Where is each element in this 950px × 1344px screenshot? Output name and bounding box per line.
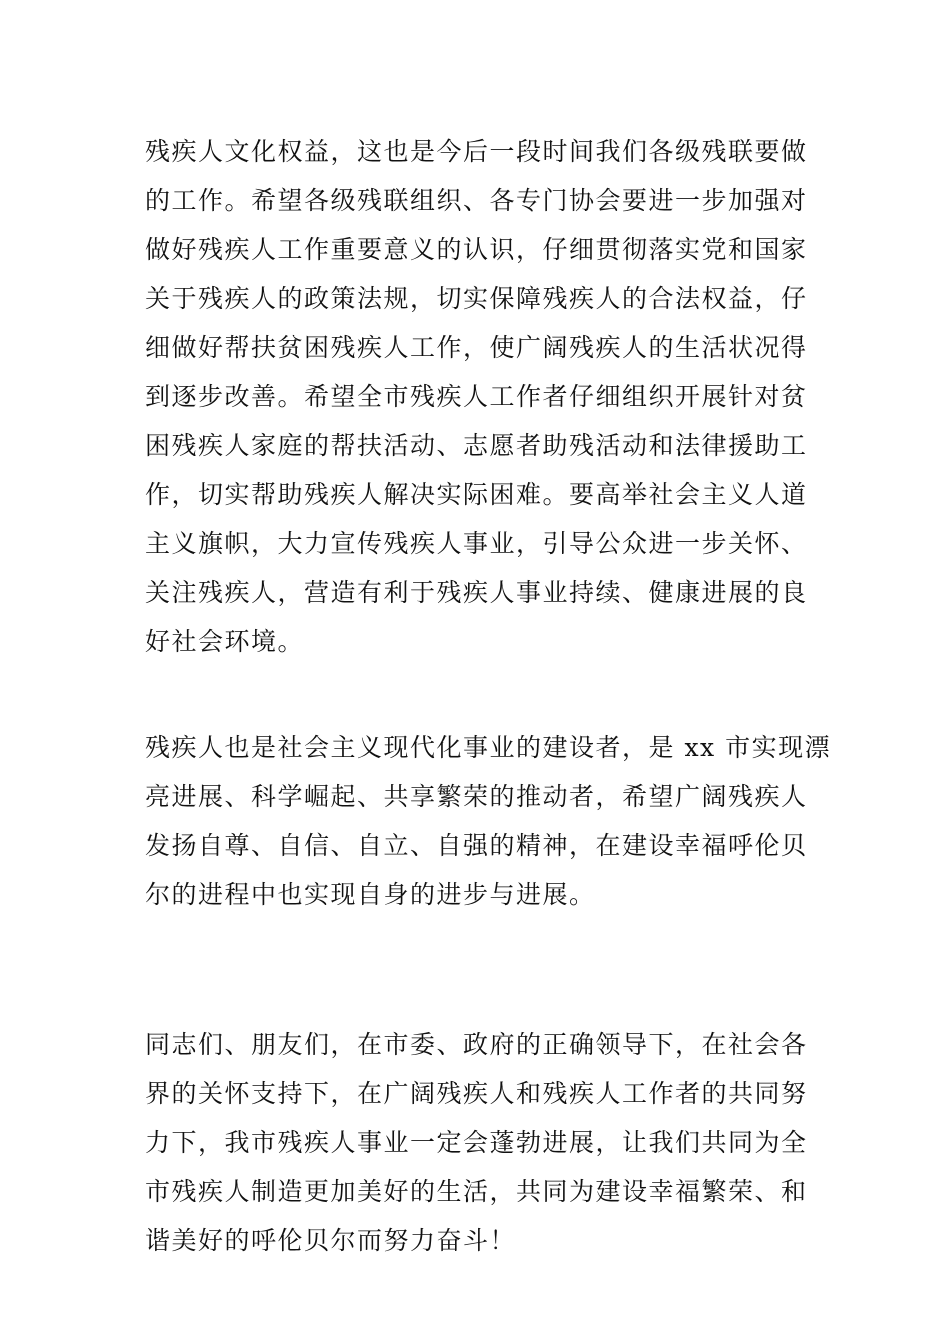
- paragraph-line: 到逐步改善。希望全市残疾人工作者仔细组织开展针对贫: [145, 382, 808, 411]
- paragraph-line: 关注残疾人，营造有利于残疾人事业持续、健康进展的良: [145, 578, 808, 607]
- paragraph-line: 主义旗帜，大力宣传残疾人事业，引导公众进一步关怀、: [145, 529, 808, 558]
- paragraph-line: 的工作。希望各级残联组织、各专门协会要进一步加强对: [145, 186, 808, 215]
- paragraph-line: 好社会环境。: [145, 627, 305, 656]
- paragraph-line: 亮进展、科学崛起、共享繁荣的推动者，希望广阔残疾人: [145, 782, 808, 811]
- paragraph-line: 发扬自尊、自信、自立、自强的精神，在建设幸福呼伦贝: [145, 831, 808, 860]
- paragraph-line: 界的关怀支持下，在广阔残疾人和残疾人工作者的共同努: [145, 1079, 808, 1108]
- paragraph-line: 同志们、朋友们，在市委、政府的正确领导下，在社会各: [145, 1030, 808, 1059]
- paragraph-line: 关于残疾人的政策法规，切实保障残疾人的合法权益，仔: [145, 284, 808, 313]
- paragraph-line: 尔的进程中也实现自身的进步与进展。: [145, 880, 596, 909]
- paragraph-line: 市残疾人制造更加美好的生活，共同为建设幸福繁荣、和: [145, 1177, 808, 1206]
- paragraph-3: [145, 1020, 809, 1265]
- paragraph-line: 力下，我市残疾人事业一定会蓬勃进展，让我们共同为全: [145, 1128, 808, 1157]
- paragraph-1: [145, 127, 809, 666]
- paragraph-line: 做好残疾人工作重要意义的认识，仔细贯彻落实党和国家: [145, 235, 808, 264]
- paragraph-line: 作，切实帮助残疾人解决实际困难。要高举社会主义人道: [145, 480, 808, 509]
- paragraph-line: 残疾人文化权益，这也是今后一段时间我们各级残联要做: [145, 137, 808, 166]
- paragraph-line: 谐美好的呼伦贝尔而努力奋斗！: [145, 1226, 517, 1255]
- paragraph-line: 残疾人也是社会主义现代化事业的建设者，是 xx 市实现漂: [145, 733, 832, 762]
- paragraph-line: 细做好帮扶贫困残疾人工作，使广阔残疾人的生活状况得: [145, 333, 808, 362]
- paragraph-line: 困残疾人家庭的帮扶活动、志愿者助残活动和法律援助工: [145, 431, 808, 460]
- paragraph-2: [145, 723, 832, 919]
